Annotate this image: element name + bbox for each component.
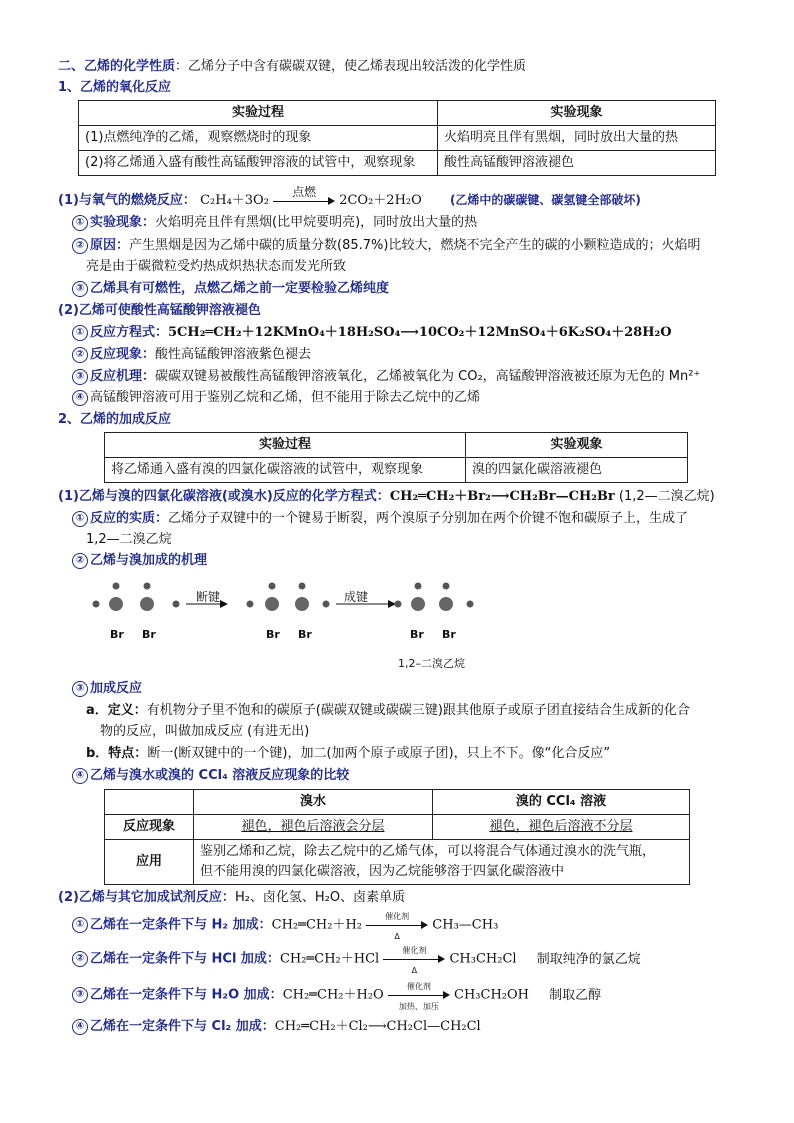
kmno4-title: (2)乙烯可使酸性高锰酸钾溶液褪色: [58, 303, 261, 318]
list-item: [72, 767, 349, 785]
equation-left: CH₂═CH₂＋H₂: [271, 917, 363, 933]
equation-left: CH₂═CH₂＋HCl: [279, 951, 380, 967]
other-reagents-text: H₂、卤化氢、H₂O、卤素单质: [234, 890, 406, 905]
oxidation-table-cell: (2)将乙烯通入盛有酸性高锰酸钾溶液的试管中，观察现象: [79, 151, 438, 176]
equation-text: CH₂═CH₂＋Cl₂⟶CH₂Cl—CH₂Cl: [274, 1019, 481, 1034]
section-heading: [58, 58, 526, 76]
oxidation-table-header: 实验过程: [79, 101, 438, 126]
application-text: 但不能用溴的四氯化碳溶液，因为乙烷能够溶于四氯化碳溶液中: [200, 864, 565, 879]
circled-number: ①: [72, 917, 88, 933]
equation-line: [72, 1018, 481, 1036]
definition-text: 有机物分子里不饱和的碳原子(碳碳双键或碳碳三键)跟其他原子或原子团直接结合生成新的化合: [146, 703, 690, 718]
circled-number: ②: [72, 238, 88, 254]
equation-right: CH₃—CH₃: [432, 917, 499, 933]
h-atom: [173, 601, 180, 608]
other-reagents-label: (2)乙烯与其它加成试剂反应：: [58, 890, 235, 905]
application-text: 鉴别乙烯和乙烷，除去乙烷中的乙烯气体，可以将混合气体通过溴水的洗气瓶，: [200, 844, 656, 859]
circled-number: ④: [72, 1019, 88, 1035]
addition-table-header: 实验观象: [466, 433, 688, 458]
list-item: [72, 552, 207, 570]
arrow-condition: Δ: [394, 932, 400, 941]
equation-line: [72, 912, 499, 941]
circled-number: ②: [72, 951, 88, 967]
list-item: [72, 680, 142, 698]
list-item: [72, 346, 311, 364]
h-atom: [299, 583, 306, 590]
equation-left: CH₂═CH₂＋H₂O: [282, 987, 384, 1003]
feature-label: b．特点：: [86, 746, 148, 761]
comparison-cell: 褪色，褪色后溶液会分层: [194, 815, 433, 840]
equation-line: [72, 946, 641, 975]
c-atom: [295, 597, 309, 611]
circled-number: ①: [72, 215, 88, 231]
c-atom: [265, 597, 279, 611]
comparison-row-label: 应用: [105, 840, 194, 885]
arrow-condition: 点燃: [292, 184, 317, 199]
item-text: 产生黑烟是因为乙烯中碳的质量分数(85.7%)比较大，燃烧不完全产生的碳的小颗粒造成的；火焰明: [129, 238, 701, 253]
oxidation-table-cell: (1)点燃纯净的乙烯，观察燃烧时的现象: [79, 126, 438, 151]
list-item: [72, 280, 389, 298]
addition-table-cell: 溴的四氯化碳溶液褪色: [466, 458, 688, 483]
br-label: Br: [442, 628, 456, 641]
h-atom: [443, 583, 450, 590]
equation-label: 乙烯在一定条件下与 Cl₂ 加成：: [90, 1019, 275, 1034]
equation-note: 制取纯净的氯乙烷: [536, 951, 641, 967]
addition-table: [104, 432, 688, 483]
equation-right: CH₃CH₂OH: [454, 987, 529, 1003]
item-label: 实验现象：: [90, 215, 156, 230]
h-atom: [144, 583, 151, 590]
combustion-note: (乙烯中的碳碳键、碳氢键全部破坏): [449, 193, 641, 207]
section-heading-rest: ：乙烯分子中含有碳碳双键，使乙烯表现出较活泼的化学性质: [175, 59, 527, 74]
c-atom: [140, 597, 154, 611]
h-atom: [269, 583, 276, 590]
c-atom: [109, 597, 123, 611]
c-atom: [439, 597, 453, 611]
item-label: 乙烯与溴加成的机理: [90, 553, 208, 568]
equation-right: CH₃CH₂Cl: [449, 951, 517, 967]
br-label: Br: [142, 628, 156, 641]
feature-text: 断一(断双键中的一个键)，加二(加两个原子或原子团)，只上不下。像“化合反应”: [147, 746, 611, 761]
item-text: 火焰明亮且伴有黑烟(比甲烷要明亮)，同时放出大量的热: [155, 215, 478, 230]
item-text-continued: 1,2—二溴乙烷: [86, 532, 172, 547]
definition-line: [86, 702, 690, 720]
list-item: [72, 324, 672, 342]
bromine-reaction-line: [58, 488, 715, 506]
br-label: Br: [266, 628, 280, 641]
item-label: 乙烯具有可燃性，点燃乙烯之前一定要检验乙烯纯度: [90, 281, 390, 296]
h-atom: [247, 601, 254, 608]
combustion-label: (1)与氧气的燃烧反应：: [58, 193, 196, 208]
item-label: 反应现象：: [90, 347, 156, 362]
circled-number: ②: [72, 347, 88, 363]
h-atom: [113, 583, 120, 590]
comparison-header: 溴的 CCl₄ 溶液: [433, 790, 690, 815]
circled-number: ③: [72, 681, 88, 697]
item-label: 反应机理：: [90, 369, 156, 384]
reaction-arrow: [383, 946, 445, 975]
equation-line: [72, 982, 602, 1011]
reaction-arrow: [366, 912, 428, 941]
list-item: [72, 510, 688, 528]
section-heading-bold: 二、乙烯的化学性质: [58, 59, 176, 74]
h-atom: [93, 601, 100, 608]
reaction-arrow: [273, 184, 335, 210]
arrow-label-break: 断键: [196, 590, 221, 604]
arrow-condition: 催化剂: [402, 946, 427, 955]
item-label: 反应方程式：: [90, 325, 169, 340]
circled-number: ④: [72, 390, 88, 406]
br-label: Br: [110, 628, 124, 641]
arrow-condition: 催化剂: [385, 912, 410, 921]
item-text-continued: 亮是由于碳微粒受灼热成炽热状态而发光所致: [86, 259, 347, 274]
comparison-cell: 褪色，褪色后溶液不分层: [433, 815, 690, 840]
c-atom: [411, 597, 425, 611]
addition-title: 2、乙烯的加成反应: [58, 412, 172, 427]
equation-note: 制取乙醇: [549, 987, 602, 1003]
bromine-label: (1)乙烯与溴的四氯化碳溶液(或溴水)反应的化学方程式：: [58, 489, 390, 504]
equation-label: 乙烯在一定条件下与 HCl 加成：: [90, 951, 280, 967]
br-label: Br: [298, 628, 312, 641]
product-name: (1,2—二溴乙烷): [618, 489, 715, 504]
circled-number: ③: [72, 987, 88, 1003]
item-text: 高锰酸钾溶液可用于鉴别乙烷和乙烯，但不能用于除去乙烷中的乙烯: [90, 390, 481, 405]
molecule-group: [93, 583, 180, 612]
list-item: [72, 214, 477, 232]
arrow-condition: Δ: [411, 966, 418, 975]
equation-label: 乙烯在一定条件下与 H₂ 加成：: [90, 917, 272, 933]
addition-table-cell: 将乙烯通入盛有溴的四氯化碳溶液的试管中，观察现象: [105, 458, 466, 483]
feature-line: [86, 745, 610, 763]
h-atom: [395, 601, 402, 608]
comparison-cell: [194, 840, 690, 885]
list-item: [72, 368, 700, 386]
item-text: 酸性高锰酸钾溶液紫色褪去: [155, 347, 312, 362]
reaction-arrow: [388, 982, 450, 1011]
combustion-eq-right: 2CO₂＋2H₂O: [339, 193, 422, 208]
oxidation-table-header: 实验现象: [438, 101, 716, 126]
circled-number: ①: [72, 325, 88, 341]
comparison-header: 溴水: [194, 790, 433, 815]
molecule-group: [395, 583, 474, 612]
item-label: 乙烯与溴水或溴的 CCl₄ 溶液反应现象的比较: [90, 768, 350, 783]
equation-label: 乙烯在一定条件下与 H₂O 加成：: [90, 987, 283, 1003]
br-label: Br: [410, 628, 424, 641]
comparison-table: [104, 789, 690, 885]
other-reagents-line: [58, 889, 405, 907]
list-item: [72, 237, 700, 255]
combustion-line: [58, 184, 641, 210]
arrow-condition: 催化剂: [406, 982, 431, 991]
arrow-label-form: 成键: [344, 590, 369, 604]
addition-table-header: 实验过程: [105, 433, 466, 458]
item-text: 乙烯分子双键中的一个键易于断裂，两个溴原子分别加在两个价键不饱和碳原子上，生成了: [168, 511, 689, 526]
circled-number: ③: [72, 369, 88, 385]
h-atom: [467, 601, 474, 608]
arrow-condition: 加热、加压: [398, 1002, 439, 1011]
circled-number: ③: [72, 281, 88, 297]
circled-number: ①: [72, 511, 88, 527]
molecule-group: [247, 583, 330, 612]
h-atom: [415, 583, 422, 590]
list-item: [72, 389, 480, 407]
bromine-equation: CH₂═CH₂＋Br₂⟶CH₂Br—CH₂Br: [389, 489, 615, 504]
definition-label: a．定义：: [86, 703, 147, 718]
oxidation-table: [78, 100, 716, 176]
diagram-caption: 1,2–二溴乙烷: [398, 657, 465, 670]
definition-text-continued: 物的反应，叫做加成反应 (有进无出): [100, 724, 310, 739]
h-atom: [323, 601, 330, 608]
item-label: 原因：: [90, 238, 130, 253]
oxidation-title: 1、乙烯的氧化反应: [58, 80, 172, 95]
arrow-head: [220, 600, 228, 608]
comparison-row-label: 反应现象: [105, 815, 194, 840]
combustion-eq-left: C₂H₄＋3O₂: [200, 193, 269, 208]
kmno4-equation: 5CH₂═CH₂＋12KMnO₄＋18H₂SO₄⟶10CO₂＋12MnSO₄＋6K₂SO₄＋28H₂O: [168, 325, 672, 340]
circled-number: ②: [72, 553, 88, 569]
item-label: 加成反应: [90, 681, 143, 696]
oxidation-table-cell: 酸性高锰酸钾溶液褪色: [438, 151, 716, 176]
item-text: 碳碳双键易被酸性高锰酸钾溶液氧化，乙烯被氧化为 CO₂，高锰酸钾溶液被还原为无色的 Mn²⁺: [155, 369, 701, 384]
oxidation-table-cell: 火焰明亮且伴有黑烟，同时放出大量的热: [438, 126, 716, 151]
circled-number: ④: [72, 768, 88, 784]
item-label: 反应的实质：: [90, 511, 169, 526]
